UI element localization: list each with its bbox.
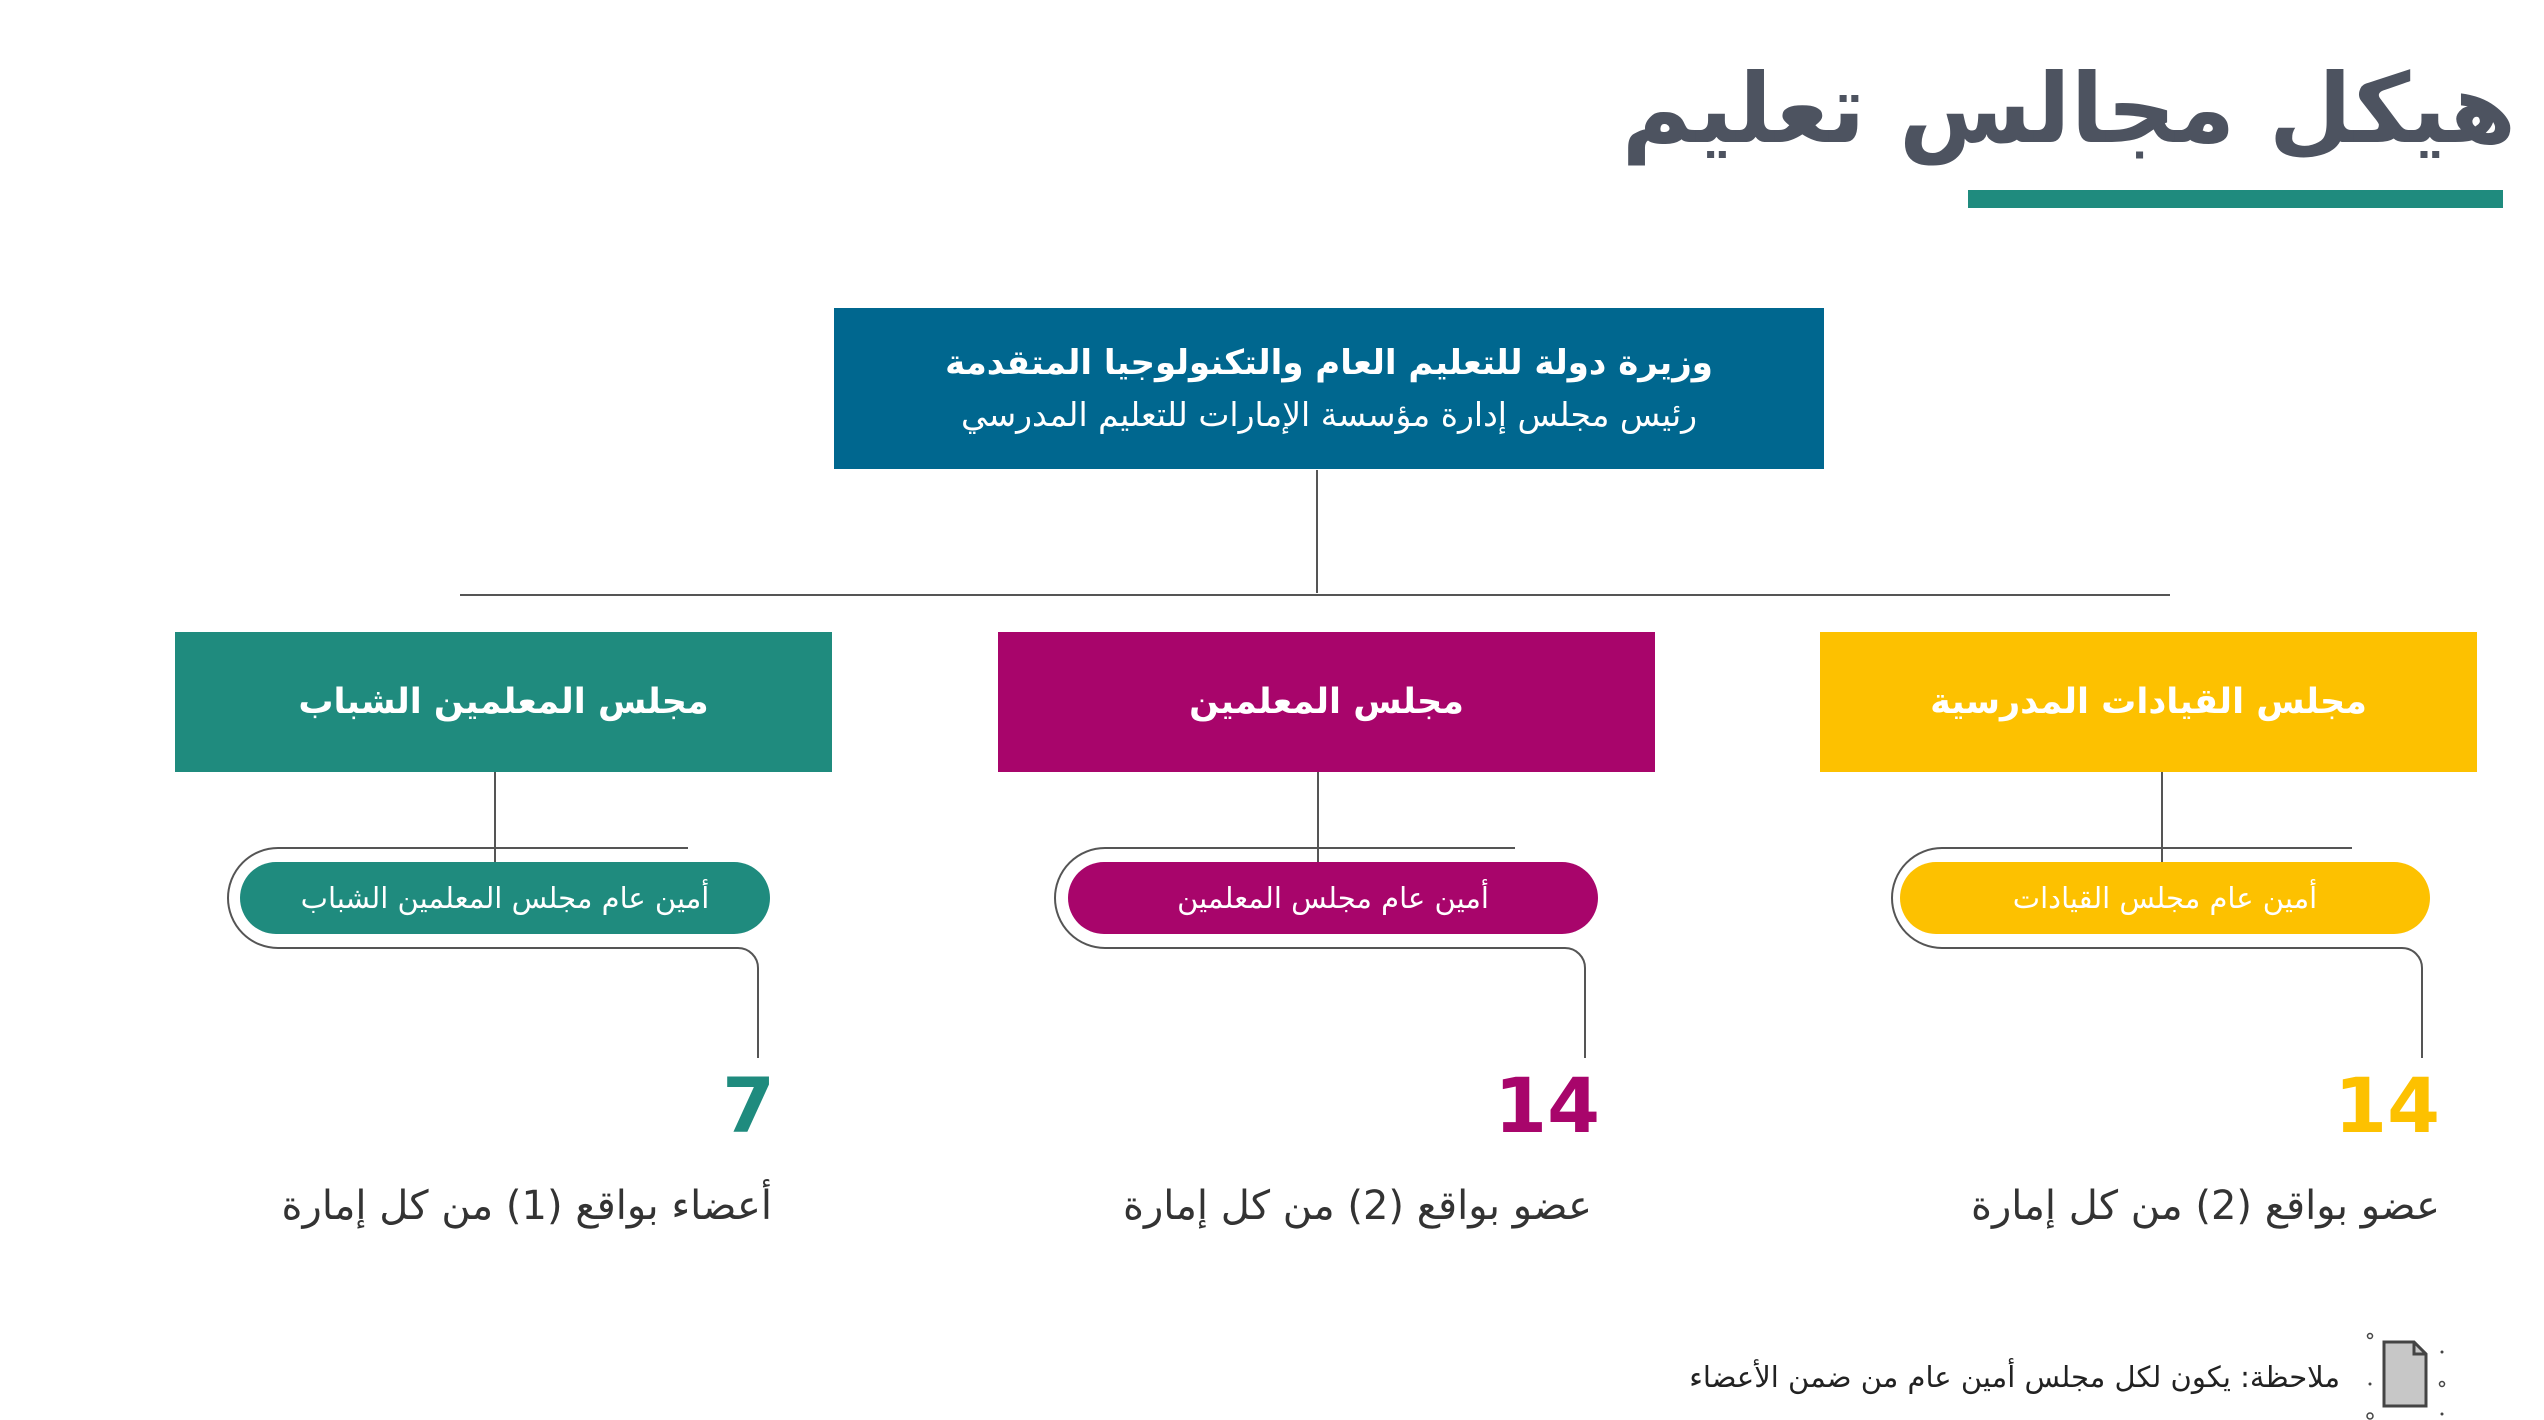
council-box-teachers: مجلس المعلمين — [998, 632, 1655, 772]
minister-role: رئيس مجلس إدارة مؤسسة الإمارات للتعليم المدرسي — [960, 395, 1698, 434]
secretary-pill-school-leaders: أمين عام مجلس القيادات — [1900, 862, 2430, 934]
secretary-pill-teachers: أمين عام مجلس المعلمين — [1068, 862, 1598, 934]
member-desc-school-leaders: عضو بواقع (2) من كل إمارة — [1971, 1183, 2440, 1229]
title-underline — [1968, 190, 2503, 208]
council-box-school-leaders: مجلس القيادات المدرسية — [1820, 632, 2477, 772]
member-desc-young-teachers: أعضاء بواقع (1) من كل إمارة — [281, 1183, 772, 1229]
document-icon — [2362, 1330, 2452, 1420]
minister-box — [834, 308, 1824, 469]
footer-note: ملاحظة: يكون لكل مجلس أمين عام من ضمن الأعضاء — [1689, 1360, 2340, 1394]
council-box-young-teachers: مجلس المعلمين الشباب — [175, 632, 832, 772]
page-title: هيكل مجالس تعليم — [1621, 53, 2516, 165]
minister-title: وزيرة دولة للتعليم العام والتكنولوجيا المتقدمة — [945, 343, 1713, 383]
secretary-pill-young-teachers: أمين عام مجلس المعلمين الشباب — [240, 862, 770, 934]
member-count-teachers: 14 — [1494, 1061, 1600, 1150]
member-count-young-teachers: 7 — [722, 1061, 775, 1150]
member-count-school-leaders: 14 — [2334, 1061, 2440, 1150]
member-desc-teachers: عضو بواقع (2) من كل إمارة — [1123, 1183, 1592, 1229]
